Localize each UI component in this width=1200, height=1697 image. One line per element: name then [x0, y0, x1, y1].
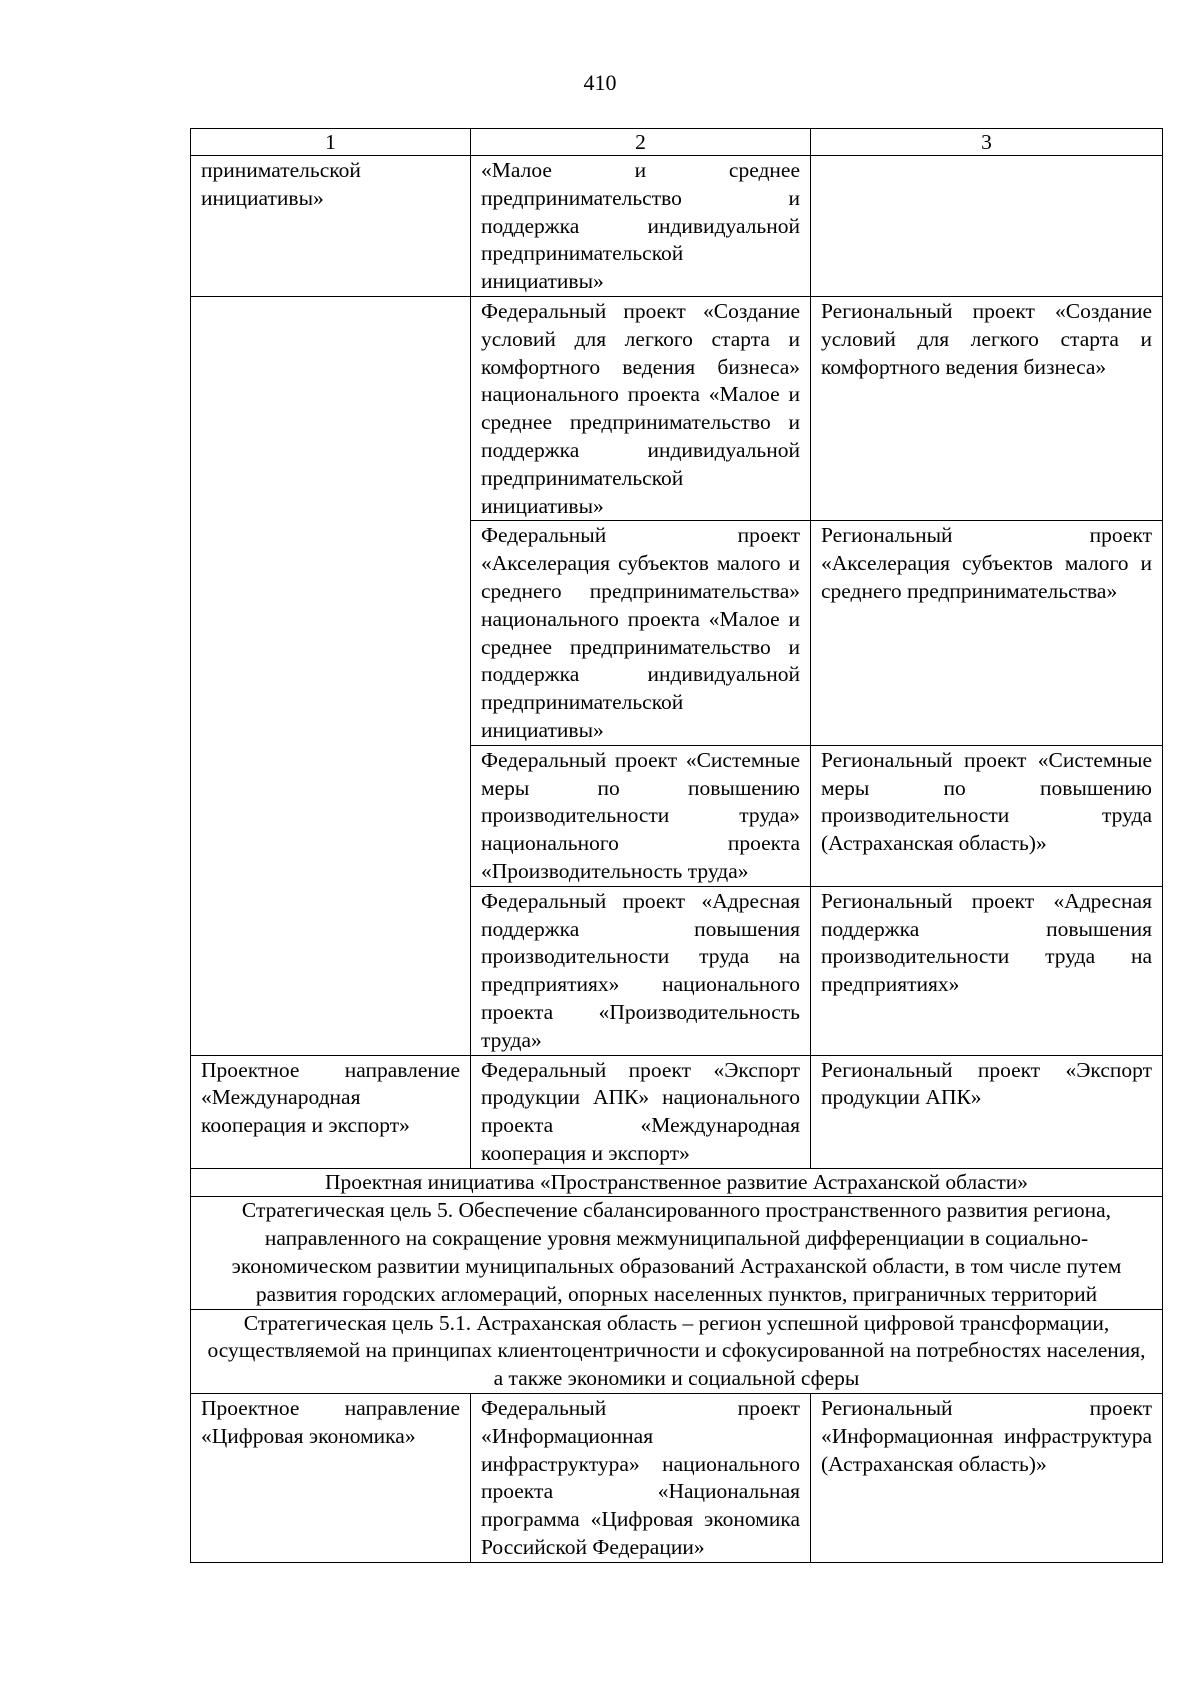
federal-project-cell: Федеральный проект «Экспорт продукции АПК» национального проекта «Международная кооперация и экспорт»	[471, 1055, 811, 1168]
column-header-3: 3	[811, 129, 1163, 156]
regional-project-cell: Региональный проект «Адресная поддержка повышения производительности труда на предприятиях»	[811, 886, 1163, 1055]
row-group-direction-cell: принимательской инициативы»	[191, 156, 471, 297]
federal-project-cell: «Малое и среднее предпринимательство и поддержка индивидуальной предпринимательской инициативы»	[471, 156, 811, 297]
table-row-merged	[191, 1309, 1163, 1393]
table-row	[191, 296, 1163, 520]
column-header-1: 1	[191, 129, 471, 156]
federal-project-cell: Федеральный проект «Системные меры по повышению производительности труда» национального проекта «Производительность труда»	[471, 745, 811, 886]
table-row-merged	[191, 1168, 1163, 1197]
project-direction-cell: Проектное направление «Международная кооперация и экспорт»	[191, 1055, 471, 1168]
federal-project-cell: Федеральный проект «Информационная инфраструктура» национального проекта «Национальная программа «Цифровая экономика Российской Федерации»	[471, 1394, 811, 1563]
table-row	[191, 156, 1163, 297]
project-direction-cell: Проектное направление «Цифровая экономика»	[191, 1394, 471, 1563]
table-row	[191, 1055, 1163, 1168]
table-row	[191, 1394, 1163, 1563]
regional-project-cell: Региональный проект «Экспорт продукции АПК»	[811, 1055, 1163, 1168]
page-number: 410	[583, 70, 617, 95]
regional-project-cell: Региональный проект «Системные меры по повышению производительности труда (Астраханская область)»	[811, 745, 1163, 886]
regional-project-cell	[811, 156, 1163, 297]
regional-project-cell: Региональный проект «Создание условий для легкого старта и комфортного ведения бизнеса»	[811, 296, 1163, 520]
strategic-subgoal-heading: Стратегическая цель 5.1. Астраханская область – регион успешной цифровой трансформации, осуществляемой на принципах клиентоцентричности и сфокусированной на потребностях населения, а также экономики и социальной сферы	[191, 1309, 1163, 1393]
empty-direction-cell	[191, 296, 471, 1055]
federal-project-cell: Федеральный проект «Создание условий для легкого старта и комфортного ведения бизнеса» национального проекта «Малое и среднее предпринимательство и поддержка индивидуальной предпринимательской инициативы»	[471, 296, 811, 520]
regional-project-cell: Региональный проект «Акселерация субъектов малого и среднего предпринимательства»	[811, 521, 1163, 745]
table-header-row	[191, 129, 1163, 156]
strategic-goal-heading: Стратегическая цель 5. Обеспечение сбалансированного пространственного развития региона, направленного на сокращение уровня межмуниципальной дифференциации в социально-экономическом развитии муниципальных образований Астраханской области, в том числе путем развития городских агломераций, опорных населенных пунктов, приграничных территорий	[191, 1197, 1163, 1309]
project-initiative-heading: Проектная инициатива «Пространственное развитие Астраханской области»	[191, 1168, 1163, 1197]
federal-project-cell: Федеральный проект «Акселерация субъектов малого и среднего предпринимательства» национального проекта «Малое и среднее предпринимательство и поддержка индивидуальной предпринимательской инициативы»	[471, 521, 811, 745]
table-row-merged	[191, 1197, 1163, 1309]
document-table	[190, 128, 1163, 1563]
regional-project-cell: Региональный проект «Информационная инфраструктура (Астраханская область)»	[811, 1394, 1163, 1563]
federal-project-cell: Федеральный проект «Адресная поддержка повышения производительности труда на предприятиях» национального проекта «Производительность труда»	[471, 886, 811, 1055]
column-header-2: 2	[471, 129, 811, 156]
